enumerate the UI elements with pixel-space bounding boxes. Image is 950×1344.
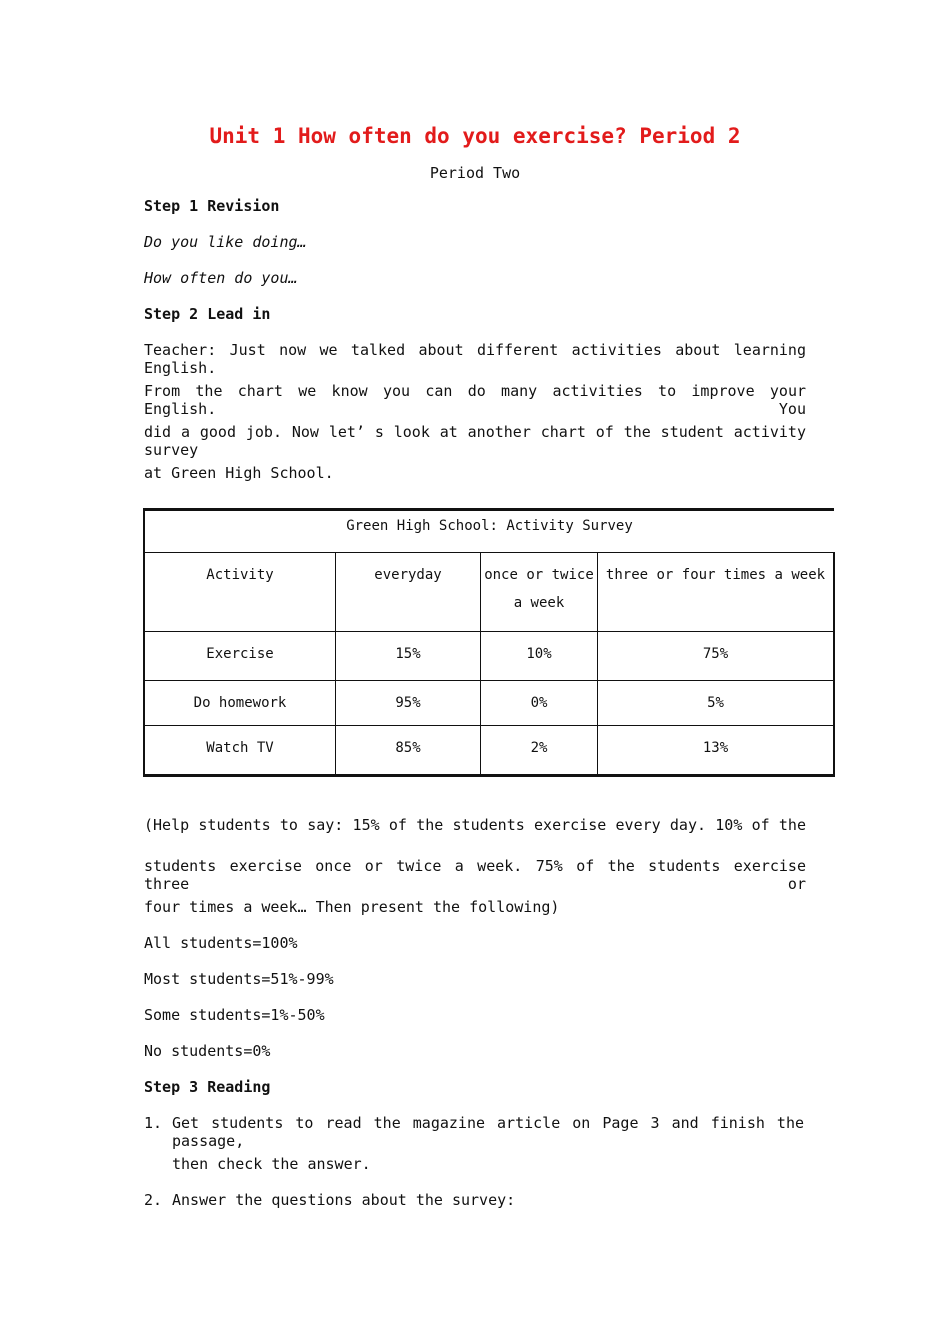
revision-line: How often do you… [144,269,298,287]
header-once-twice: once or twice a week [481,553,598,632]
cell-value: 13% [598,726,835,776]
definition-line: All students=100% [144,934,298,952]
list-item: Get students to read the magazine article on Page 3 and finish the passage, [172,1114,804,1150]
activity-survey-table [143,508,835,777]
document-title: Unit 1 How often do you exercise? Period 2 [209,124,741,148]
definition-line: Most students=51%-99% [144,970,334,988]
definition-line: No students=0% [144,1042,271,1060]
cell-value: 15% [336,632,481,681]
help-line: students exercise once or twice a week. 75% of the students exercise three or [144,857,806,893]
help-line: four times a week… Then present the following) [144,898,560,916]
cell-value: 0% [481,681,598,726]
header-everyday: everyday [336,553,481,632]
cell-value: 5% [598,681,835,726]
lead-in-line: at Green High School. [144,464,334,482]
cell-activity: Exercise [144,632,336,681]
step3-heading: Step 3 Reading [144,1078,271,1096]
list-item: then check the answer. [172,1155,371,1173]
list-item: Answer the questions about the survey: [172,1191,516,1209]
lead-in-line: did a good job. Now let’ s look at another chart of the student activity survey [144,423,806,459]
list-number: 2. [144,1191,163,1209]
header-activity: Activity [144,553,336,632]
cell-value: 75% [598,632,835,681]
lead-in-line: Teacher: Just now we talked about different activities about learning English. [144,341,806,377]
cell-value: 10% [481,632,598,681]
table-caption: Green High School: Activity Survey [144,510,834,553]
list-number: 1. [144,1114,163,1132]
cell-activity: Watch TV [144,726,336,776]
header-three-four: three or four times a week [598,553,835,632]
document-subtitle: Period Two [429,164,521,182]
table-row [144,726,834,776]
cell-value: 2% [481,726,598,776]
cell-activity: Do homework [144,681,336,726]
cell-value: 85% [336,726,481,776]
lead-in-line: From the chart we know you can do many activities to improve your English. You [144,382,806,418]
table-header-row [144,553,834,632]
table-caption-row [144,510,834,553]
table-row [144,632,834,681]
help-line: (Help students to say: 15% of the students exercise every day. 10% of the [144,816,806,834]
step2-heading: Step 2 Lead in [144,305,271,323]
cell-value: 95% [336,681,481,726]
table-row [144,681,834,726]
step1-heading: Step 1 Revision [144,197,280,215]
revision-line: Do you like doing… [144,233,307,251]
definition-line: Some students=1%-50% [144,1006,325,1024]
